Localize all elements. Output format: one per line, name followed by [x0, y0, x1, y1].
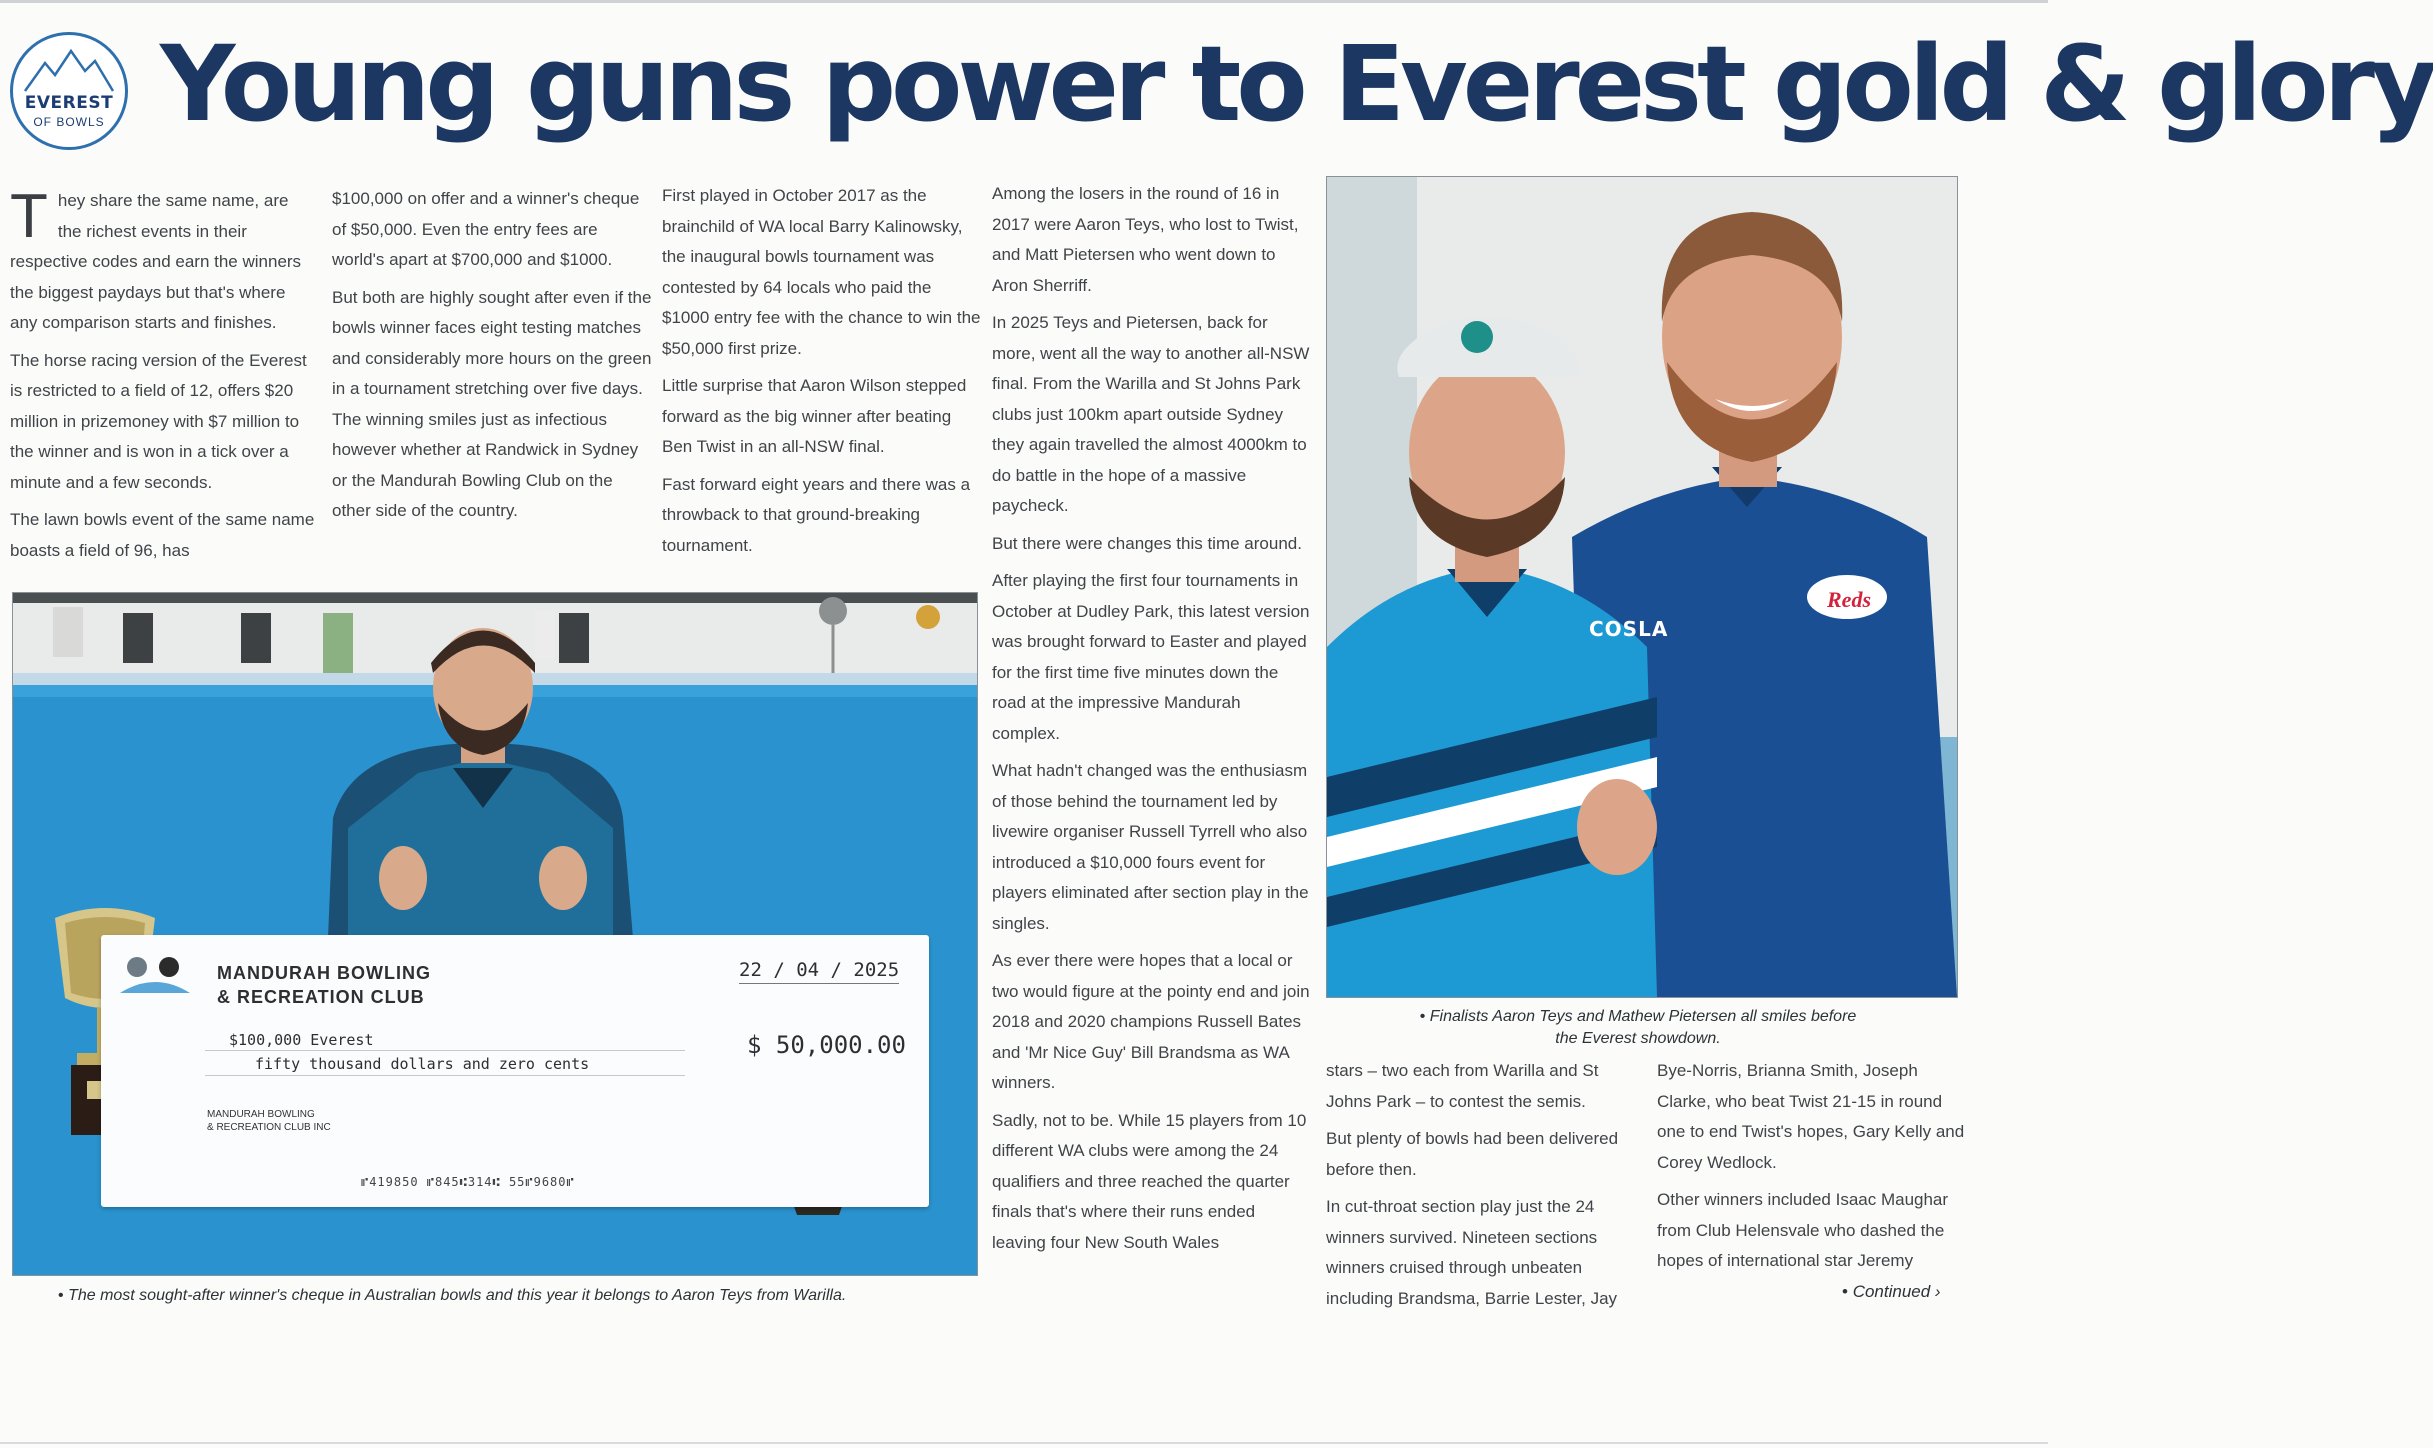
photo2-caption-line2: the Everest showdown. — [1555, 1030, 1721, 1047]
paragraph: After playing the first four tournaments in October at Dudley Park, this latest version was brought forward to Easter and played for the first time five minutes down the road at the impressive Mandurah complex. — [992, 571, 1310, 743]
paragraph: The lawn bowls event of the same name boasts a field of 96, has — [10, 510, 315, 560]
drop-cap: T — [10, 182, 48, 251]
bottom-border — [0, 1442, 2048, 1444]
paragraph: Fast forward eight years and there was a throwback to that ground-breaking tournament. — [662, 474, 971, 555]
article-column-1 — [10, 182, 315, 573]
article-column-4 — [992, 179, 1312, 1265]
continued-text: Continued — [1852, 1282, 1931, 1301]
headline: Young guns power to Everest gold & glory — [160, 23, 2433, 145]
article-column-2 — [332, 184, 652, 534]
cheque-amount: $ 50,000.00 — [747, 1031, 906, 1059]
cheque-drawer-line1: MANDURAH BOWLING — [207, 1109, 315, 1120]
paragraph: $100,000 on offer and a winner's cheque of $50,000. Even the entry fees are world's apart at $700,000 and $1000. — [332, 189, 640, 269]
cheque-payee: $100,000 Everest — [229, 1031, 374, 1049]
paragraph: In 2025 Teys and Pietersen, back for more, went all the way to another all-NSW final. From the Warilla and St Johns Park clubs just 100km apart outside Sydney they again travelled the almost 4000km to do battle in the hope of a massive paycheck. — [992, 313, 1310, 515]
paragraph: But there were changes this time around. — [992, 533, 1302, 553]
paragraph: What hadn't changed was the enthusiasm of those behind the tournament led by livewire organiser Russell Tyrrell who also introduced a $10,000 fours event for players eliminated after section play in the singles. — [992, 761, 1309, 933]
paragraph: Among the losers in the round of 16 in 2017 were Aaron Teys, who lost to Twist, and Matt Pietersen who went down to Aron Sherriff. — [992, 184, 1299, 295]
shirt-brand-text: COSLA — [1589, 617, 1669, 641]
paragraph: As ever there were hopes that a local or two would figure at the pointy end and join 2018 and 2020 champions Russell Bates and 'Mr Nice Guy' Bill Brandsma as WA winners. — [992, 951, 1310, 1092]
winner-cheque — [101, 935, 929, 1207]
continued-marker — [1842, 1282, 1941, 1302]
top-border — [0, 0, 2048, 3]
photo2-caption-line1: Finalists Aaron Teys and Mathew Pietersen all smiles before — [1429, 1008, 1857, 1025]
mountain-icon — [23, 45, 115, 95]
article-column-6 — [1657, 1056, 1969, 1284]
bullet-icon: • — [1419, 1008, 1430, 1025]
cheque-amount-words: fifty thousand dollars and zero cents — [255, 1055, 590, 1073]
photo-finalists — [1326, 176, 1958, 998]
logo-text-everest: EVEREST — [24, 93, 114, 113]
paragraph: In cut-throat section play just the 24 winners survived. Nineteen sections winners cruised through unbeaten including Brandsma, Barrie Lester, Jay — [1326, 1197, 1618, 1308]
paragraph: But both are highly sought after even if the bowls winner faces eight testing matches and considerably more hours on the green in a tournament stretching over five days. The winning smiles just as infectious however whether at Randwick in Sydney or the Mandurah Bowling Club on the other side of the country. — [332, 287, 652, 520]
cheque-rule — [205, 1075, 685, 1076]
cheque-micr-line: ⑈419850 ⑈845⑆314⑆ 55⑈9680⑈ — [361, 1175, 575, 1189]
photo2-caption — [1358, 1006, 1918, 1050]
bullet-icon: • — [58, 1287, 69, 1304]
paragraph: hey share the same name, are the richest events in their respective codes and earn the winners the biggest paydays but that's where any comparison starts and finishes. — [10, 191, 302, 332]
photo1-caption-text: The most sought-after winner's cheque in Australian bowls and this year it belongs to Aaron Teys from Warilla. — [68, 1287, 847, 1304]
paragraph: Sadly, not to be. While 15 players from 10 different WA clubs were among the 24 qualifiers and three reached the quarter finals that's where their runs ended leaving four New South Wales — [992, 1110, 1307, 1252]
cheque-drawer-line2: & RECREATION CLUB INC — [207, 1122, 331, 1133]
cheque-club-name-line1: MANDURAH BOWLING — [217, 963, 431, 983]
photo1-caption — [58, 1285, 978, 1307]
paragraph: Bye-Norris, Brianna Smith, Joseph Clarke, who beat Twist 21-15 in round one to end Twist's hopes, Gary Kelly and Corey Wedlock. — [1657, 1061, 1965, 1172]
paragraph: Other winners included Isaac Maughar from Club Helensvale who dashed the hopes of international star Jeremy — [1657, 1190, 1949, 1270]
paragraph: First played in October 2017 as the brainchild of WA local Barry Kalinowsky, the inaugural bowls tournament was contested by 64 locals who paid the $1000 entry fee with the chance to win the $50,000 first prize. — [662, 186, 981, 358]
photo-winner-with-cheque — [12, 592, 978, 1276]
paragraph: The horse racing version of the Everest is restricted to a field of 12, offers $20 million in prizemoney with $7 million to the winner and is won in a tick over a minute and a few seconds. — [10, 350, 307, 492]
logo-text-of-bowls: OF BOWLS — [33, 115, 105, 129]
cheque-club-name-line2: & RECREATION CLUB — [217, 987, 425, 1007]
club-emblem-icon — [115, 953, 195, 997]
bullet-icon: • — [1842, 1282, 1853, 1301]
cap-brand-text: Reds — [1827, 587, 1871, 612]
paragraph: stars – two each from Warilla and St Johns Park – to contest the semis. — [1326, 1061, 1599, 1111]
article-column-3 — [662, 181, 982, 568]
cheque-date: 22 / 04 / 2025 — [739, 959, 899, 984]
chevron-right-icon: › — [1930, 1282, 1941, 1301]
article-column-5 — [1326, 1056, 1626, 1321]
cheque-rule — [205, 1050, 685, 1051]
paragraph: Little surprise that Aaron Wilson stepped forward as the big winner after beating Ben Twist in an all-NSW final. — [662, 376, 967, 456]
everest-of-bowls-logo — [10, 32, 128, 150]
paragraph: But plenty of bowls had been delivered before then. — [1326, 1129, 1619, 1179]
